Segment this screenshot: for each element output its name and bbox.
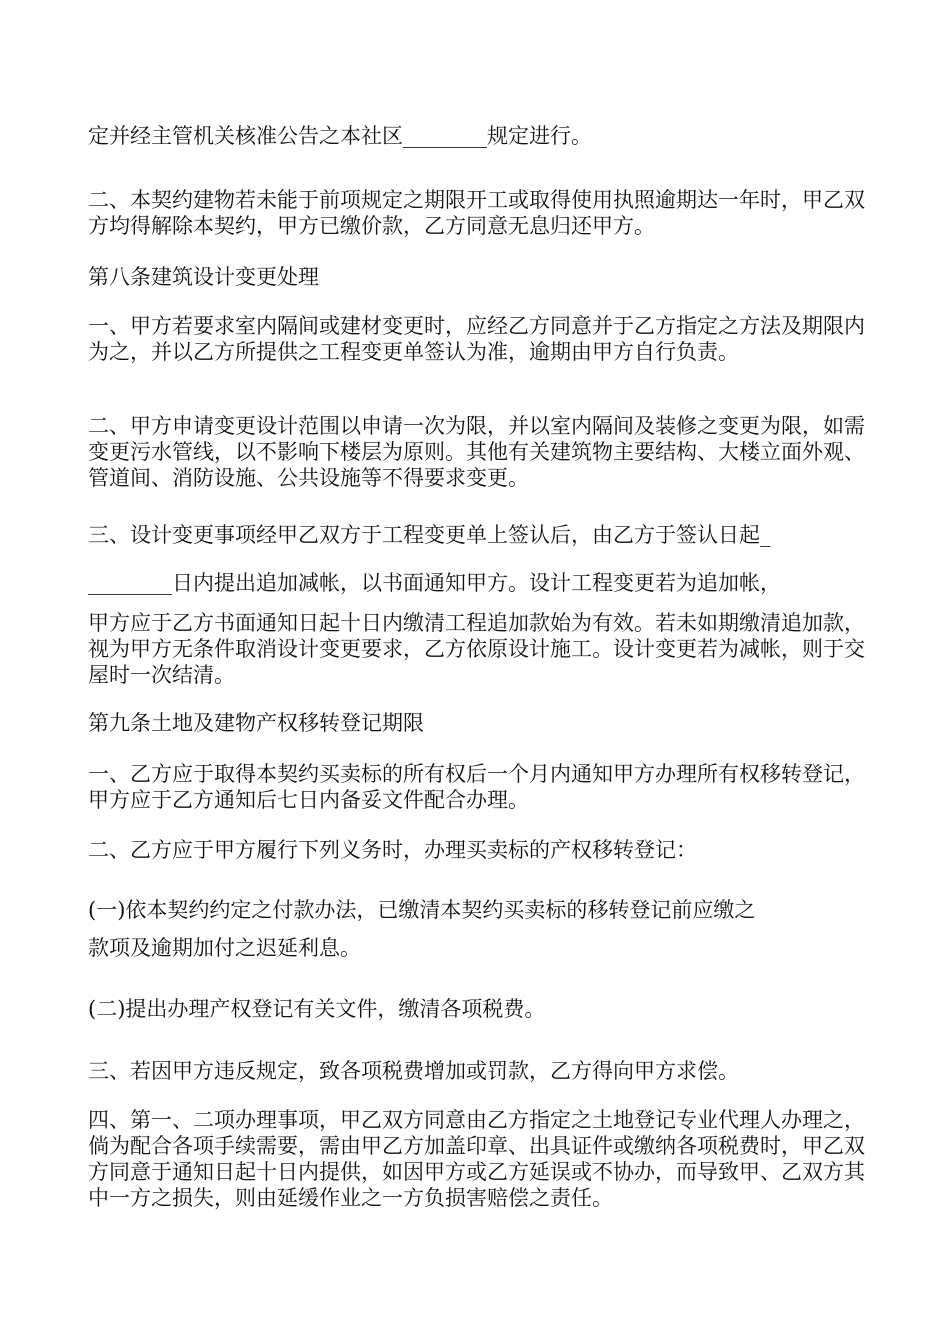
paragraph-clause-9-4: 四、第一、二项办理事项，甲乙双方同意由乙方指定之土地登记专业代理人办理之，倘为配合各项手续需要，需由甲乙方加盖印章、出具证件或缴纳各项税费时，甲乙双方同意于通知日起十日内提供，如因甲方或乙方延误或不协办，而导致甲、乙双方其中一方之损失，则由延缓作业之一方负损害赔偿之责任。 [88,1108,865,1210]
paragraph-clause-9-3: 三、若因甲方违反规定，致各项税费增加或罚款，乙方得向甲方求偿。 [88,1059,739,1083]
paragraph-clause-8-3-line1: 三、设计变更事项经甲乙双方于工程变更单上签认后，由乙方于签认日起_ [88,523,771,547]
paragraph-item-9-2-2: (二)提出办理产权登记有关文件，缴清各项税费。 [88,997,546,1021]
paragraph-item-9-2-1-line2: 款项及逾期加付之迟延利息。 [88,936,361,960]
paragraph-continuation-clause: 定并经主管机关核准公告之本社区________规定进行。 [88,124,592,148]
paragraph-clause-8-3-rest: 甲方应于乙方书面通知日起十日内缴清工程追加款始为有效。若未如期缴清追加款，视为甲方无条件取消设计变更要求，乙方依原设计施工。设计变更若为减帐，则于交屋时一次结清。 [88,611,865,687]
paragraph-item-9-2-1-line1: (一)依本契约约定之付款办法，已缴清本契约买卖标的移转登记前应缴之 [88,898,756,922]
paragraph-clause-9-2: 二、乙方应于甲方履行下列义务时，办理买卖标的产权移转登记： [88,838,697,862]
paragraph-clause-9-1: 一、乙方应于取得本契约买卖标的所有权后一个月内通知甲方办理所有权移转登记，甲方应于乙方通知后七日内备妥文件配合办理。 [88,762,865,812]
paragraph-clause-8-1: 一、甲方若要求室内隔间或建材变更时，应经乙方同意并于乙方指定之方法及期限内为之，并以乙方所提供之工程变更单签认为准，逾期由甲方自行负责。 [88,314,865,364]
section-heading-article-8: 第八条建筑设计变更处理 [88,265,319,289]
paragraph-clause-8-3-line2: ________日内提出追加减帐，以书面通知甲方。设计工程变更若为追加帐， [88,571,781,595]
section-heading-article-9: 第九条土地及建物产权移转登记期限 [88,711,424,735]
paragraph-clause-7-2: 二、本契约建物若未能于前项规定之期限开工或取得使用执照逾期达一年时，甲乙双方均得解除本契约，甲方已缴价款，乙方同意无息归还甲方。 [88,188,865,238]
paragraph-clause-8-2: 二、甲方申请变更设计范围以申请一次为限，并以室内隔间及装修之变更为限，如需变更污水管线，以不影响下楼层为原则。其他有关建筑物主要结构、大楼立面外观、管道间、消防设施、公共设施等不得要求变更。 [88,414,865,490]
